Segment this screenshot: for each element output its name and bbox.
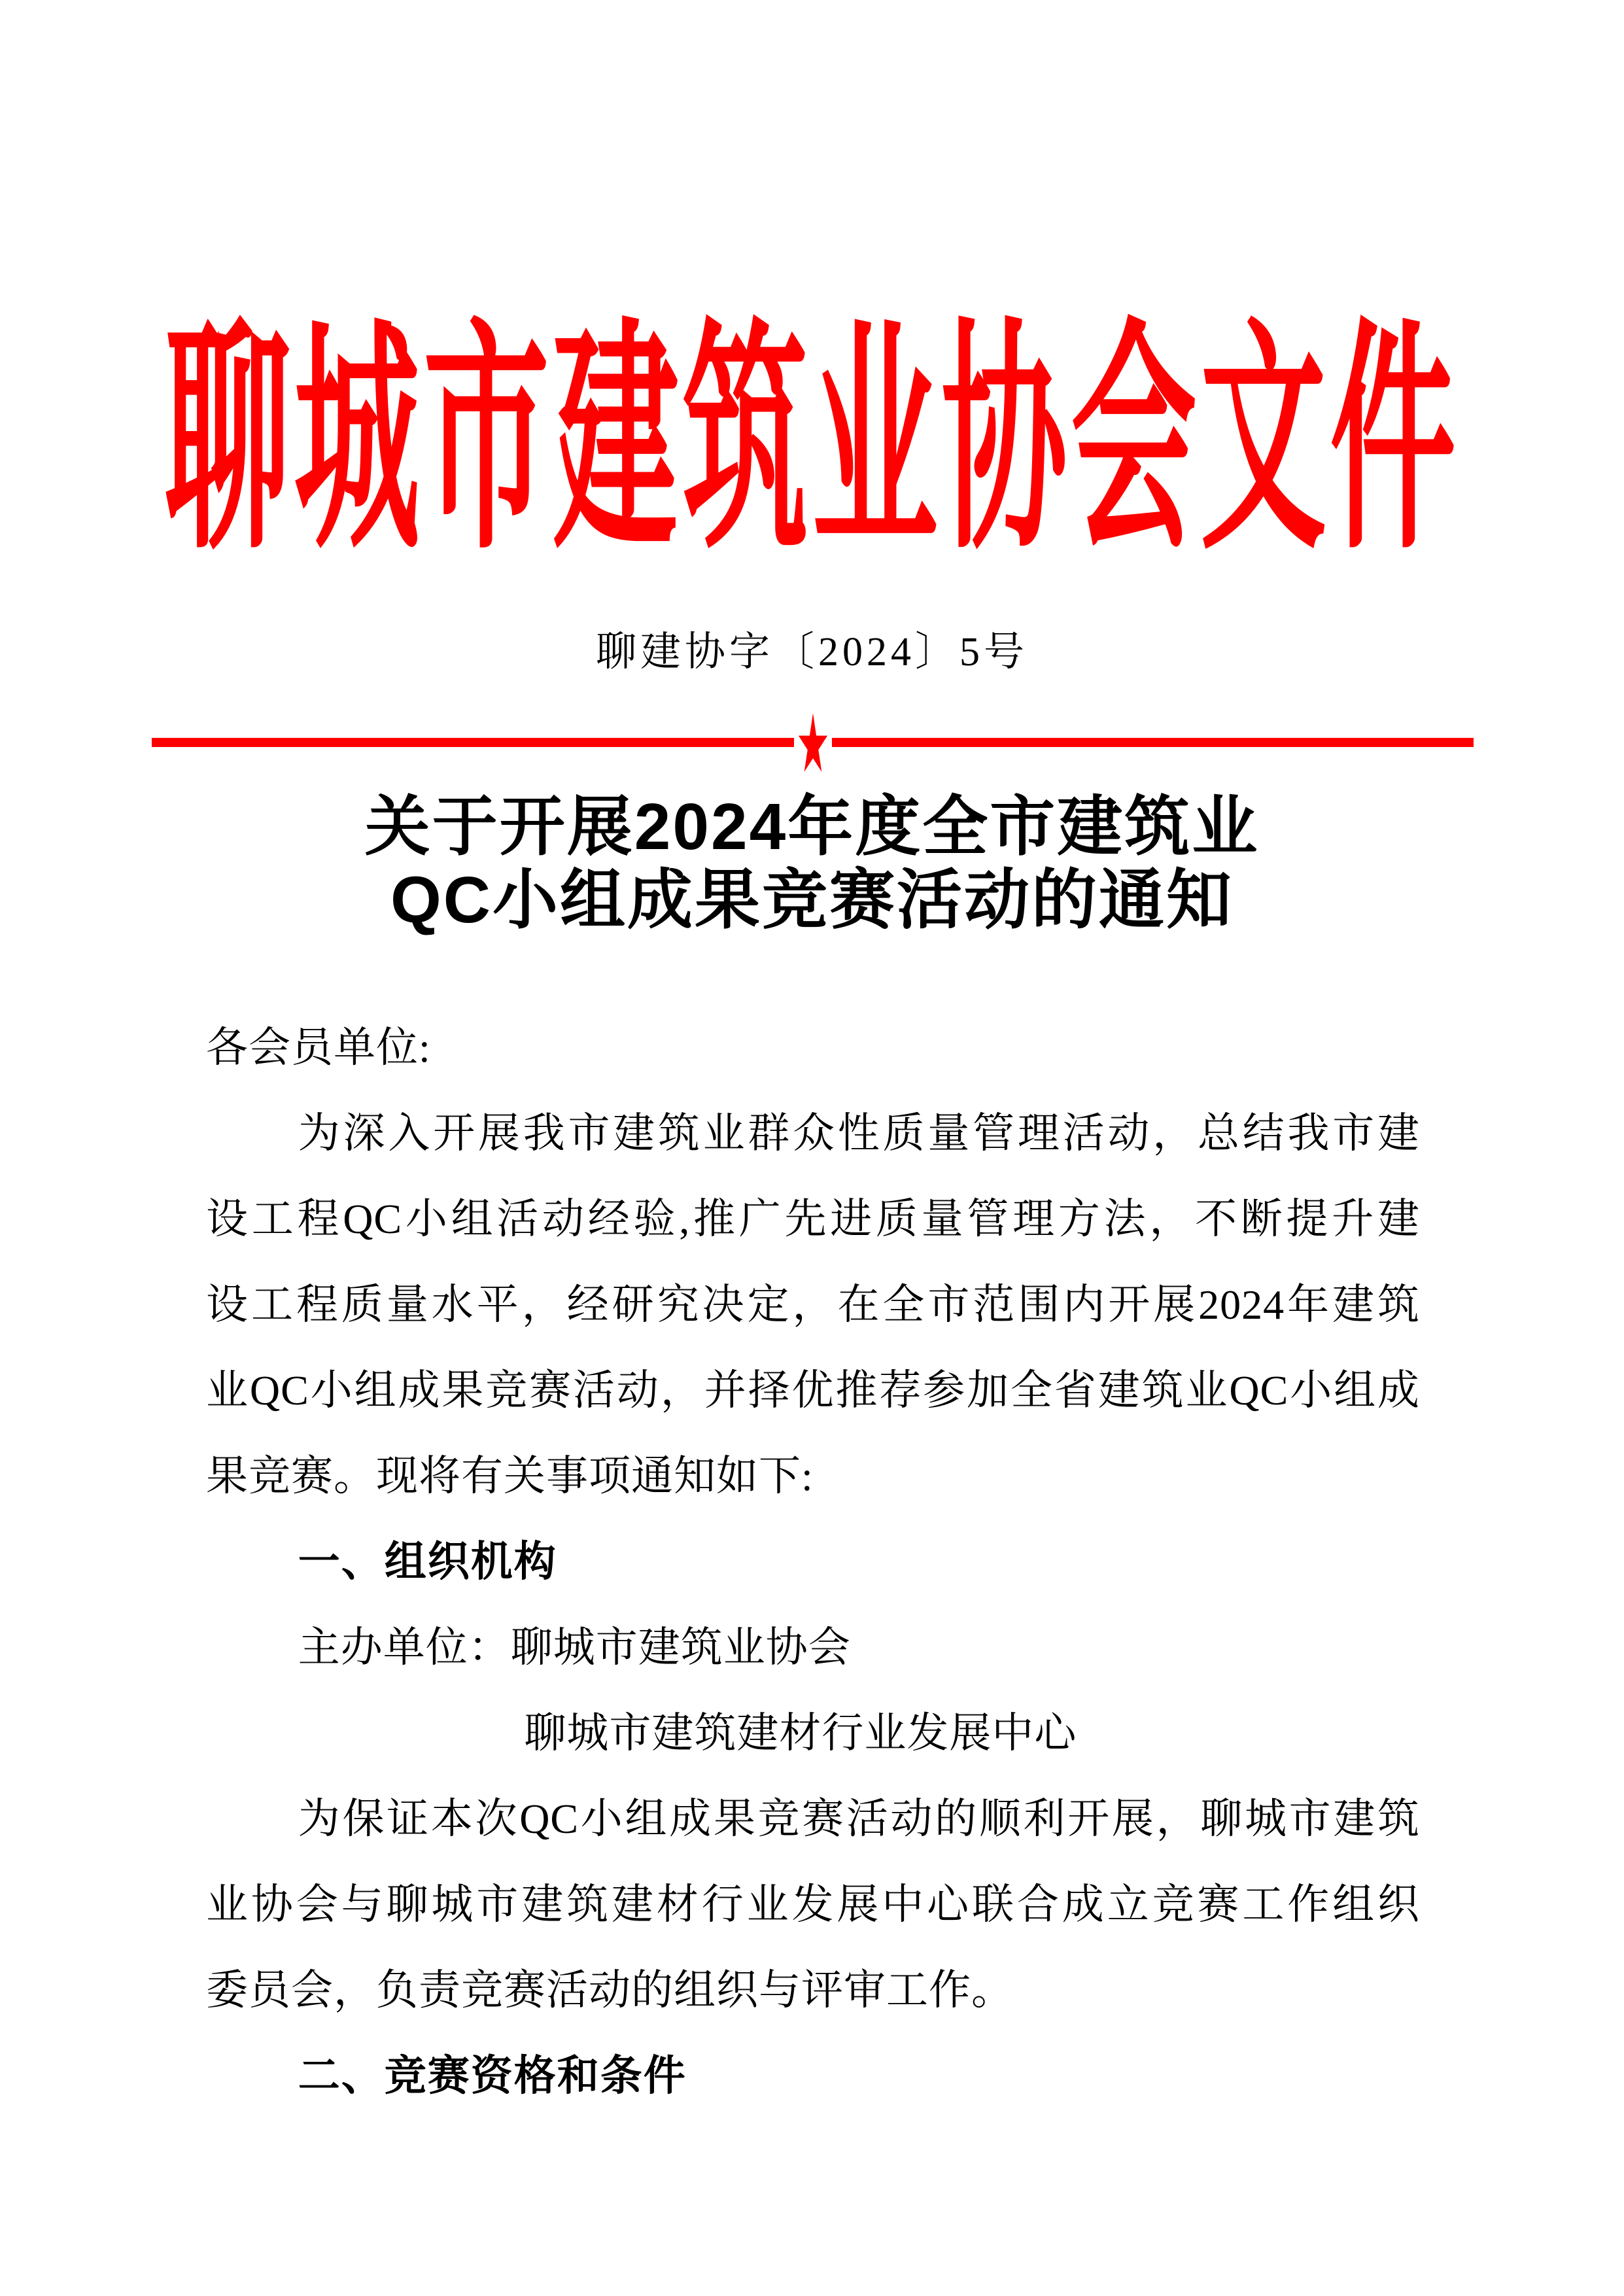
body-line: 设工程质量水平，经研究决定，在全市范围内开展2024年建筑 <box>206 1281 1420 1328</box>
letterhead-title: 聊城市建筑业协会文件 <box>164 306 1460 578</box>
body-line: 主办单位：聊城市建筑业协会 <box>298 1624 851 1671</box>
body-line: 果竞赛。现将有关事项通知如下: <box>206 1453 814 1499</box>
document-title <box>0 790 1624 937</box>
body-line: 为深入开展我市建筑业群众性质量管理活动，总结我市建 <box>298 1110 1420 1157</box>
body-line: 业协会与聊城市建筑建材行业发展中心联合成立竞赛工作组织 <box>206 1881 1420 1928</box>
letterhead <box>0 293 1624 578</box>
document-title-line1: 关于开展2024年度全市建筑业 <box>364 790 1260 863</box>
red-divider <box>152 738 1474 747</box>
doc-number: 聊建协字〔2024〕5号 <box>595 630 1028 674</box>
body-line: 各会员单位: <box>206 1024 431 1071</box>
body-line: 委员会，负责竞赛活动的组织与评审工作。 <box>206 1967 1014 2013</box>
red-divider-left-bar <box>152 738 794 747</box>
section-heading: 一、组织机构 <box>298 1538 557 1585</box>
document-title-line2: QC小组成果竞赛活动的通知 <box>390 863 1234 937</box>
document-body <box>206 1005 1420 2119</box>
body-line: 业QC小组成果竞赛活动，并择优推荐参加全省建筑业QC小组成 <box>206 1367 1420 1414</box>
body-line: 聊城市建筑建材行业发展中心 <box>524 1710 1077 1756</box>
section-heading: 二、竞赛资格和条件 <box>298 2052 687 2099</box>
body-line: 为保证本次QC小组成果竞赛活动的顺利开展，聊城市建筑 <box>298 1796 1420 1842</box>
body-line: 设工程QC小组活动经验,推广先进质量管理方法，不断提升建 <box>206 1196 1420 1242</box>
red-divider-right-bar <box>832 738 1474 747</box>
star-icon <box>798 713 828 772</box>
